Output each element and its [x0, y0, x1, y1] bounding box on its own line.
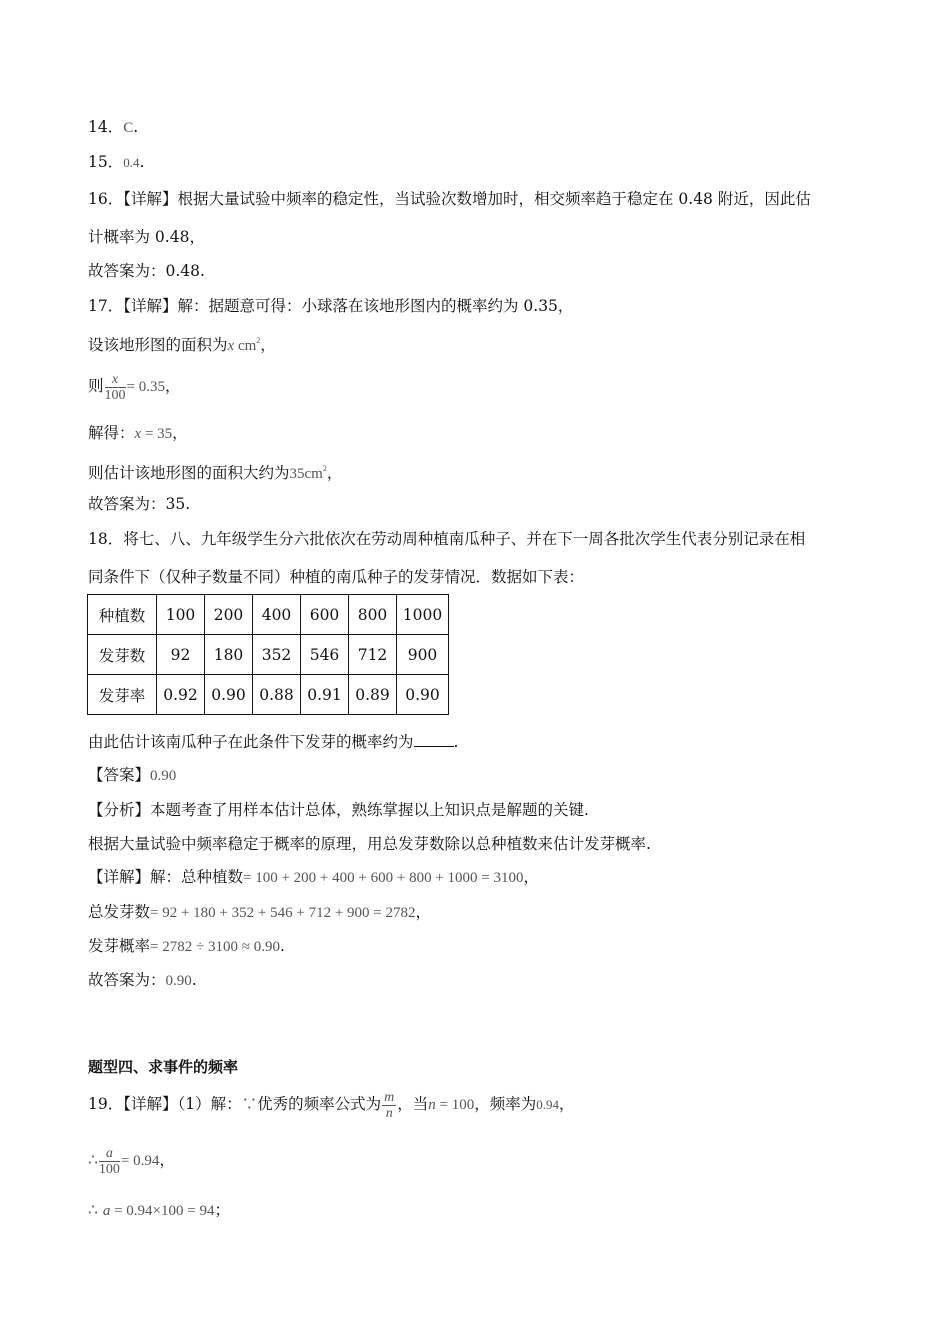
table-cell: 800	[349, 595, 397, 635]
q18-detail	[88, 867, 539, 888]
superscript: 2	[322, 464, 327, 473]
table-cell: 0.88	[253, 675, 301, 715]
text: 则	[88, 377, 104, 395]
equation: = 2782 ÷ 3100 ≈ 0.90	[150, 939, 280, 955]
equation-rhs: = 0.35	[126, 379, 165, 395]
table-header-cell: 发芽数	[88, 635, 157, 675]
germination-table	[87, 594, 449, 715]
q18-analysis: 【分析】本题考查了用样本估计总体，熟练掌握以上知识点是解题的关键.	[88, 801, 589, 819]
frac-denominator: n	[385, 1105, 393, 1121]
text: 设该地形图的面积为	[88, 336, 228, 354]
text: 总发芽数	[88, 903, 151, 921]
text: 由此估计该南瓜种子在此条件下发芽的概率约为	[88, 733, 414, 751]
text: 19．【详解】（1）解：	[88, 1095, 242, 1113]
punct: ，	[523, 868, 539, 886]
frac-numerator: m	[384, 1089, 395, 1105]
var-x: x	[227, 338, 235, 354]
table-cell: 200	[205, 595, 253, 635]
table-cell: 546	[301, 635, 349, 675]
punct: ，	[172, 424, 188, 442]
answer-value: 0.4	[123, 155, 140, 170]
frac-numerator: a	[105, 1145, 113, 1161]
frac-denominator: 100	[98, 1161, 120, 1177]
table-cell: 1000	[397, 595, 449, 635]
text: 优秀的频率公式为	[257, 1095, 382, 1113]
answer-value: 0.90	[150, 768, 177, 784]
punct: .	[279, 937, 285, 955]
equation: = 92 + 180 + 352 + 546 + 712 + 900 = 2782	[150, 905, 416, 921]
text: 则估计该地形图的面积大约为	[88, 464, 290, 482]
q19-line1	[88, 1086, 575, 1123]
answer-14	[88, 117, 138, 138]
punct: ，	[415, 903, 431, 921]
table-cell: 712	[349, 635, 397, 675]
punct: ，	[559, 1095, 575, 1113]
section-title: 题型四、求事件的频率	[88, 1058, 239, 1076]
answer-value: C	[123, 120, 134, 136]
table-row	[88, 675, 449, 715]
var-n: n	[428, 1097, 436, 1113]
text: ，当	[397, 1095, 429, 1113]
punct: .	[139, 153, 145, 171]
q18-line2: 同条件下（仅种子数量不同）种植的南瓜种子的发芽情况．数据如下表：	[88, 568, 585, 586]
q18-principle: 根据大量试验中频率稳定于概率的原理，用总发芽数除以总种植数来估计发芽概率.	[88, 835, 651, 853]
table-cell: 100	[157, 595, 205, 635]
area-value: 35cm	[289, 466, 323, 482]
text: ，频率为	[474, 1095, 537, 1113]
q17-line1: 17．【详解】解：据题意可得：小球落在该地形图内的概率约为 0.35，	[88, 297, 574, 315]
q19-line2	[88, 1142, 175, 1179]
because-symbol: ∵	[241, 1095, 258, 1113]
text: 解得：	[88, 424, 135, 442]
text: 【详解】解：总种植数	[88, 868, 244, 886]
table-cell: 0.91	[301, 675, 349, 715]
therefore-symbol: ∴	[88, 1151, 98, 1169]
q17-line2	[88, 331, 276, 356]
table-cell: 92	[157, 635, 205, 675]
answer-value: 0.90	[165, 973, 192, 989]
q16-line2: 计概率为 0.48，	[88, 228, 205, 246]
equation: = 100 + 200 + 400 + 600 + 800 + 1000 = 3100	[243, 870, 524, 886]
table-cell: 400	[253, 595, 301, 635]
q16-line1: 16．【详解】根据大量试验中频率的稳定性，当试验次数增加时，相交频率趋于稳定在 0.48 附近，因此估	[88, 190, 811, 208]
q17-line3	[88, 368, 181, 405]
fraction	[99, 1146, 120, 1177]
q17-line6: 故答案为：35.	[88, 495, 191, 513]
frac-denominator: 100	[104, 387, 126, 403]
frac-numerator: x	[111, 371, 119, 387]
table-cell: 352	[253, 635, 301, 675]
table-cell: 0.92	[157, 675, 205, 715]
equation-rhs: = 35	[141, 426, 173, 442]
table-cell: 0.89	[349, 675, 397, 715]
var-x: x	[134, 426, 142, 442]
q19-line3	[88, 1200, 230, 1221]
table-cell: 0.90	[205, 675, 253, 715]
table-cell: 900	[397, 635, 449, 675]
table-header-cell: 发芽率	[88, 675, 157, 715]
answer-15	[88, 152, 144, 173]
q18-rate	[88, 936, 285, 957]
equation-rhs: = 100	[435, 1097, 475, 1113]
question-number: 14．	[88, 118, 124, 136]
punct: ；	[214, 1201, 230, 1219]
table-cell: 180	[205, 635, 253, 675]
punct: ，	[164, 377, 181, 395]
q18-answer	[88, 765, 176, 786]
punct: .	[453, 733, 459, 751]
table-row	[88, 595, 449, 635]
q18-question	[88, 732, 458, 752]
answer-blank	[414, 732, 454, 747]
text: 故答案为：	[88, 971, 166, 989]
punct: .	[133, 118, 139, 136]
table-cell: 600	[301, 595, 349, 635]
fraction	[382, 1090, 396, 1121]
q17-line4	[88, 423, 188, 444]
punct: ，	[260, 336, 276, 354]
equation-rhs: = 0.94	[120, 1153, 160, 1169]
punct: .	[191, 971, 197, 989]
q17-line5	[88, 459, 342, 484]
frequency-value: 0.94	[536, 1097, 559, 1112]
fraction	[105, 372, 126, 403]
table-row	[88, 635, 449, 675]
q18-line1: 18．将七、八、九年级学生分六批依次在劳动周种植南瓜种子、并在下一周各批次学生代表分别记录在相	[88, 530, 806, 548]
answer-label: 【答案】	[88, 766, 151, 784]
superscript: 2	[256, 336, 261, 345]
punct: ，	[326, 464, 343, 482]
question-number: 15．	[88, 153, 124, 171]
q18-final	[88, 970, 197, 991]
q18-sprout	[88, 902, 431, 923]
var-a: a	[102, 1203, 111, 1219]
table-cell: 0.90	[397, 675, 449, 715]
equation-rhs: = 0.94×100 = 94	[110, 1203, 215, 1219]
therefore-symbol: ∴	[88, 1201, 98, 1219]
punct: ，	[159, 1151, 175, 1169]
table-header-cell: 种植数	[88, 595, 157, 635]
text: 发芽概率	[88, 937, 151, 955]
q16-line3: 故答案为：0.48.	[88, 262, 205, 280]
unit: cm	[237, 338, 257, 354]
